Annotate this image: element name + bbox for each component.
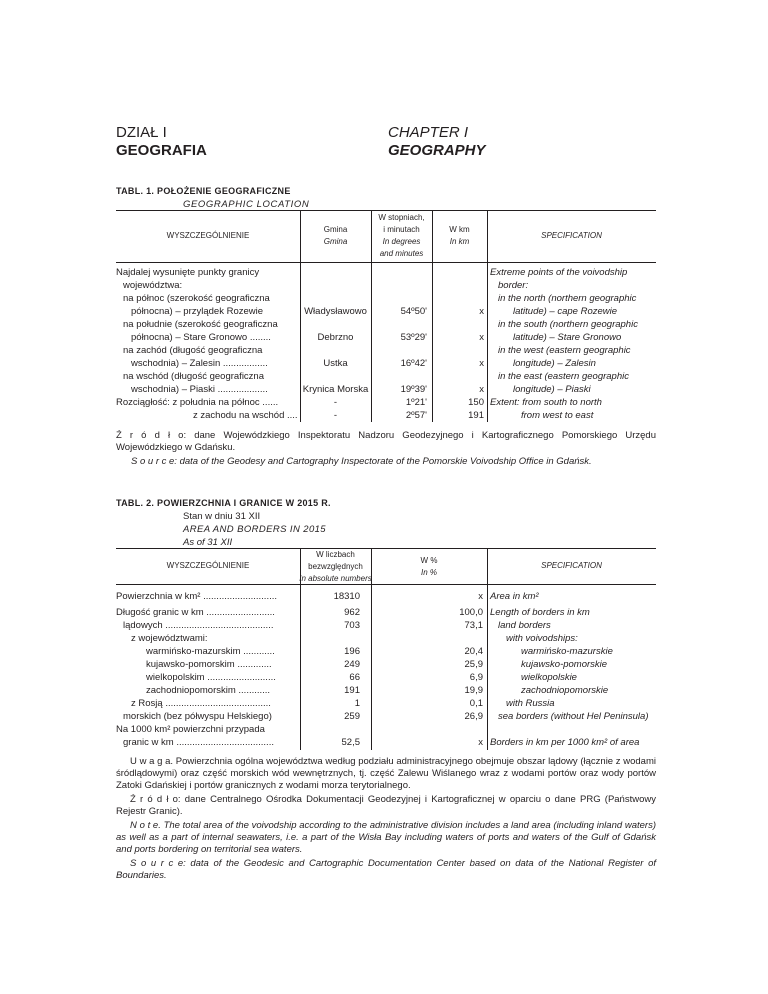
table2-header-spec-pl: WYSZCZEGÓLNIENIE xyxy=(166,561,250,570)
table2-pct: 20,4 xyxy=(464,646,483,657)
table2-header-abs: W liczbach xyxy=(316,550,355,559)
table1-km: x xyxy=(479,332,484,343)
table2-pct: 25,9 xyxy=(464,659,483,670)
table1-gmina: Władysławowo xyxy=(304,306,367,317)
table2-row-label: warmińsko-mazurskim ............ xyxy=(146,646,275,657)
table2-row-label: morskich (bez półwyspu Helskiego) xyxy=(123,711,272,722)
table1-row-label-en: in the south (northern geographic xyxy=(498,319,638,330)
table1-gmina: Ustka xyxy=(323,358,348,369)
table1-source-pl: Wojewódzkiego w Gdańsku. xyxy=(116,442,236,453)
table2-row-label: Długość granic w km .......................... xyxy=(116,607,275,618)
table2-abs: 66 xyxy=(349,672,360,683)
table1-gmina: Krynica Morska xyxy=(302,384,369,395)
chapter-label-pl: DZIAŁ I xyxy=(116,124,167,141)
table1-source-pl: Ź r ó d ł o: dane Wojewódzkiego Inspektoratu Nadzoru Geodezyjnego i Kartograficznego Pomorskiego Urzędu xyxy=(116,430,656,441)
table1-row-label: Najdalej wysunięte punkty granicy xyxy=(116,267,260,278)
table2-header-abs: bezwzględnych xyxy=(308,562,363,571)
table1-km: x xyxy=(479,306,484,317)
table1-row-label-en: latitude) – cape Rozewie xyxy=(513,306,618,317)
table2-row-label-en: sea borders (without Hel Peninsula) xyxy=(498,711,649,722)
table1-row-label: Rozciągłość: z południa na północ ...... xyxy=(116,397,279,408)
table2-caption: TABL. 2. POWIERZCHNIA I GRANICE W 2015 R. xyxy=(116,498,331,508)
table2-top-rule xyxy=(116,548,656,549)
table1-degrees: 1º21' xyxy=(405,397,427,408)
chapter-label-en: CHAPTER I xyxy=(388,124,469,141)
table1-header-deg-en: and minutes xyxy=(379,249,424,258)
table2-row-label: zachodniopomorskim ............ xyxy=(146,685,271,696)
table1-row-label: na północ (szerokość geograficzna xyxy=(123,293,270,304)
table2-col-divider xyxy=(487,714,488,750)
table2-abs: 249 xyxy=(344,659,360,670)
table2-subtitle-en: AREA AND BORDERS IN 2015 xyxy=(183,524,326,535)
table2-subtitle-en: As of 31 XII xyxy=(183,537,233,548)
table1-header-spec-pl: WYSZCZEGÓLNIENIE xyxy=(166,231,250,240)
table1-degrees: 19º39' xyxy=(400,384,427,395)
chapter-title-en: GEOGRAPHY xyxy=(388,142,486,159)
table1-degrees: 54º50' xyxy=(400,306,427,317)
table1-row-label: północna) – przylądek Rozewie xyxy=(131,306,264,317)
table1-row-label: na zachód (długość geograficzna xyxy=(123,345,263,356)
table2-pct: x xyxy=(478,591,483,602)
table1-header-km-en: In km xyxy=(449,237,470,246)
table2-row-label-en: with voivodships: xyxy=(506,633,578,644)
table2-row-label: wielkopolskim .......................... xyxy=(146,672,276,683)
table1-degrees: 2º57' xyxy=(405,410,427,421)
table2-subtitle: Stan w dniu 31 XII xyxy=(183,511,261,522)
table2-pct: 6,9 xyxy=(469,672,483,683)
table2-source-pl: Ź r ó d ł o: dane Centralnego Ośrodka Dokumentacji Geodezyjnej i Kartograficznej w oparciu o dane PRG (Państwowy Rejestr Granic). xyxy=(116,794,656,817)
table2-row-label: Powierzchnia w km² ............................ xyxy=(116,591,278,602)
table1-row-label-en: latitude) – Stare Gronowo xyxy=(513,332,622,343)
table1-km: x xyxy=(479,384,484,395)
table2-source-en: S o u r c e: data of the Geodesic and Cartographic Documentation Center based on data of the National Register of Boundaries. xyxy=(116,858,656,881)
table1-row-label: wschodnia) – Zalesin ................. xyxy=(131,358,268,369)
table1-row-label-en: Extent: from south to north xyxy=(490,397,602,408)
table2-abs: 196 xyxy=(344,646,360,657)
table2-row-label: kujawsko-pomorskim ............. xyxy=(146,659,272,670)
table2-header-pct-en: In % xyxy=(420,568,437,577)
table1-degrees: 16º42' xyxy=(400,358,427,369)
table2-pct: 100,0 xyxy=(459,607,483,618)
table1-caption-en: GEOGRAPHIC LOCATION xyxy=(183,199,310,210)
chapter-title-pl: GEOGRAFIA xyxy=(116,142,207,159)
table2-pct: x xyxy=(478,737,483,748)
table1-row-label: na południe (szerokość geograficzna xyxy=(123,319,278,330)
table2-abs: 52,5 xyxy=(341,737,360,748)
table2-row-label-en: Borders in km per 1000 km² of area xyxy=(490,737,640,748)
table2-note-en: N o t e. The total area of the voivodship according to the administrative division includes a land area (including inland waters) as well as a part of internal seawaters, i.e. a part of the Wisła Bay including waters of ports and waters of the Gulf of Gdańsk and ports bordering on territorial sea waters. xyxy=(116,820,656,855)
table1-row-label: z zachodu na wschód .... xyxy=(193,410,298,421)
table1-header-rule xyxy=(116,262,656,263)
table2-row-label-en: Length of borders in km xyxy=(490,607,590,618)
table1-header-deg: W stopniach, xyxy=(378,213,425,222)
table2-abs: 191 xyxy=(344,685,360,696)
table2-row-label-en: kujawsko-pomorskie xyxy=(521,659,608,670)
table2-row-label: lądowych ......................................... xyxy=(123,620,274,631)
table1-header-gmina-en: Gmina xyxy=(323,237,348,246)
table2-row-label-en: warmińsko-mazurskie xyxy=(521,646,613,657)
table1-header-spec-en: SPECIFICATION xyxy=(541,231,602,240)
table1-col-divider xyxy=(487,262,488,422)
table2-row-label: granic w km ..................................... xyxy=(123,737,274,748)
table2-row-label-en: land borders xyxy=(498,620,551,631)
table1-row-label-en: Extreme points of the voivodship xyxy=(490,267,628,278)
table1-km: 191 xyxy=(468,410,484,421)
table2-header-abs-en: In absolute numbers xyxy=(299,574,372,583)
table1-row-label-en: from west to east xyxy=(521,410,594,421)
table1-header-deg: i minutach xyxy=(383,225,420,234)
table1-km: x xyxy=(479,358,484,369)
table1-header-km: W km xyxy=(449,225,470,234)
table2-row-label-en: wielkopolskie xyxy=(521,672,577,683)
table2-pct: 19,9 xyxy=(464,685,483,696)
table2-row-label-en: zachodniopomorskie xyxy=(521,685,609,696)
table2-pct: 0,1 xyxy=(469,698,483,709)
table2-note-pl: U w a g a. Powierzchnia ogólna województwa według podziału administracyjnego obejmuje obszar lądowy (łącznie z wodami śródlądowymi) oraz część morskich wód wewnętrznych, tj. część Zalewu Wiślanego wraz z wodami portów oraz wody portów Zatoki Gdańskiej i portów granicznych z wodami morza terytorialnego. xyxy=(116,756,656,791)
table1-row-label: wschodnia) – Piaski ................... xyxy=(131,384,268,395)
table1-row-label-en: in the east (eastern geographic xyxy=(498,371,629,382)
table2-abs: 18310 xyxy=(333,591,360,602)
table2-abs: 703 xyxy=(344,620,360,631)
table2-row-label-en: Area in km² xyxy=(490,591,539,602)
table1-row-label-en: longitude) – Zalesin xyxy=(513,358,596,369)
table1-header-deg-en: In degrees xyxy=(382,237,421,246)
table1-row-label-en: longitude) – Piaski xyxy=(513,384,591,395)
table2-abs: 962 xyxy=(344,607,360,618)
table1-row-label: na wschód (długość geograficzna xyxy=(123,371,265,382)
table2-header-pct: W % xyxy=(420,556,438,565)
table2-pct: 26,9 xyxy=(464,711,483,722)
table1-header-gmina: Gmina xyxy=(323,225,348,234)
table1-gmina: - xyxy=(333,397,338,408)
table2-row-label: Na 1000 km² powierzchni przypada xyxy=(116,724,265,735)
table1-km: 150 xyxy=(468,397,484,408)
table1-gmina: - xyxy=(333,410,338,421)
table2-header-spec-en: SPECIFICATION xyxy=(541,561,602,570)
table1-row-label: województwa: xyxy=(123,280,183,291)
table1-source-en: S o u r c e: data of the Geodesy and Cartography Inspectorate of the Pomorskie Voivodship Office in Gdańsk. xyxy=(131,456,592,467)
table2-row-label: z Rosją ........................................ xyxy=(131,698,271,709)
table2-row-label: z województwami: xyxy=(131,633,208,644)
table2-header-rule xyxy=(116,584,656,585)
table2-abs: 259 xyxy=(344,711,360,722)
table2-abs: 1 xyxy=(354,698,360,709)
table1-row-label-en: in the north (northern geographic xyxy=(498,293,637,304)
table1-row-label: północna) – Stare Gronowo ........ xyxy=(131,332,271,343)
table1-degrees: 53º29' xyxy=(400,332,427,343)
table1-caption: TABL. 1. POŁOŻENIE GEOGRAFICZNE xyxy=(116,186,291,196)
table1-gmina: Debrzno xyxy=(317,332,354,343)
table2-pct: 73,1 xyxy=(464,620,483,631)
table1-top-rule xyxy=(116,210,656,211)
table1-row-label-en: border: xyxy=(498,280,529,291)
table2-col-divider xyxy=(487,548,488,714)
table1-row-label-en: in the west (eastern geographic xyxy=(498,345,631,356)
table2-row-label-en: with Russia xyxy=(506,698,555,709)
